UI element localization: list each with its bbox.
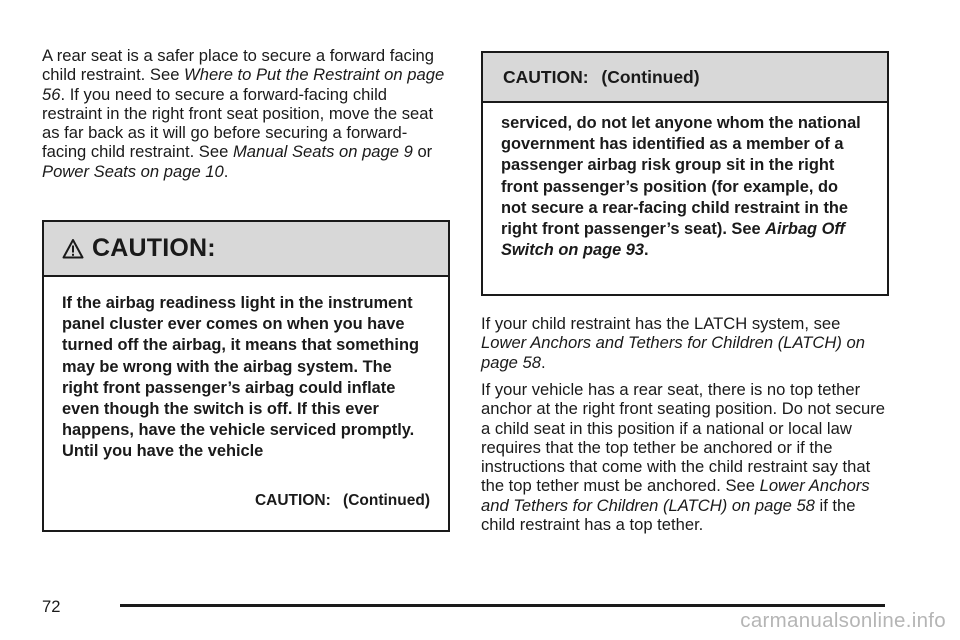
latch-paragraph — [481, 314, 886, 372]
latch-text-2: . — [540, 352, 546, 372]
caution-continued-header — [483, 53, 887, 103]
link-latch-page-58-second[interactable]: Lower Anchors and Tethers for Children (LATCH) on page 58 — [481, 476, 870, 515]
intro-text-2: . If you need to secure a forward-facing child restraint in the right front seat position, move the seat as far back as it will go before securing a forward-facing child restraint. See — [42, 84, 434, 162]
caution-continued-text — [483, 103, 887, 261]
tether-text-2: if the child restraint has a top tether. — [481, 495, 856, 535]
caution-box — [42, 220, 450, 532]
intro-text-4: . — [223, 161, 229, 181]
caution-continued-body: serviced, do not let anyone whom the national government has identified as a member of a passenger airbag risk group sit in the right front passenger’s position (for example, do not secure a rear-facing child restraint in the right front passenger’s seat). See — [501, 114, 861, 239]
caution-continued-title: CAUTION: (Continued) — [503, 66, 700, 87]
caution-title: CAUTION: — [92, 234, 216, 262]
intro-text-3: or — [412, 142, 433, 162]
caution-continued-label: CAUTION: (Continued) — [254, 492, 430, 509]
latch-text-1: If your child restraint has the LATCH system, see — [481, 314, 841, 333]
link-power-seats[interactable]: Power Seats on page 10 — [42, 161, 224, 181]
intro-paragraph — [42, 46, 448, 181]
caution-text: If the airbag readiness light in the instrument panel cluster ever comes on when you have turned off the airbag, it means that something may be wrong with the airbag system. The right front passenger’s airbag could inflate even though the switch is off. If this ever happens, have the vehicle serviced promptly. Until you have the vehicle — [62, 294, 419, 461]
tether-text-1: If your vehicle has a rear seat, there is no top tether anchor at the right front seating position. Do not secure a child seat in this position if a national or local law requires that the top tether be anchored or if the instructions that come with the child restraint say that the top tether must be anchored. See — [481, 380, 886, 496]
warning-triangle-icon — [62, 238, 84, 260]
caution-header — [44, 222, 448, 277]
footer-divider — [120, 604, 885, 607]
top-tether-paragraph — [481, 380, 886, 534]
caution-continued-end: . — [644, 241, 649, 260]
page-number: 72 — [42, 597, 61, 616]
watermark: carmanualsonline.info — [740, 609, 946, 632]
link-manual-seats[interactable]: Manual Seats on page 9 — [232, 142, 413, 162]
link-airbag-off-switch[interactable]: Airbag Off Switch on page 93 — [501, 220, 845, 260]
caution-continued-box — [481, 51, 889, 296]
intro-text-1: A rear seat is a safer place to secure a forward facing child restraint. See — [42, 46, 434, 85]
link-where-to-put-restraint[interactable]: Where to Put the Restraint on page 56 — [42, 65, 445, 104]
link-latch-page-58[interactable]: Lower Anchors and Tethers for Children (LATCH) on page 58 — [481, 333, 865, 372]
